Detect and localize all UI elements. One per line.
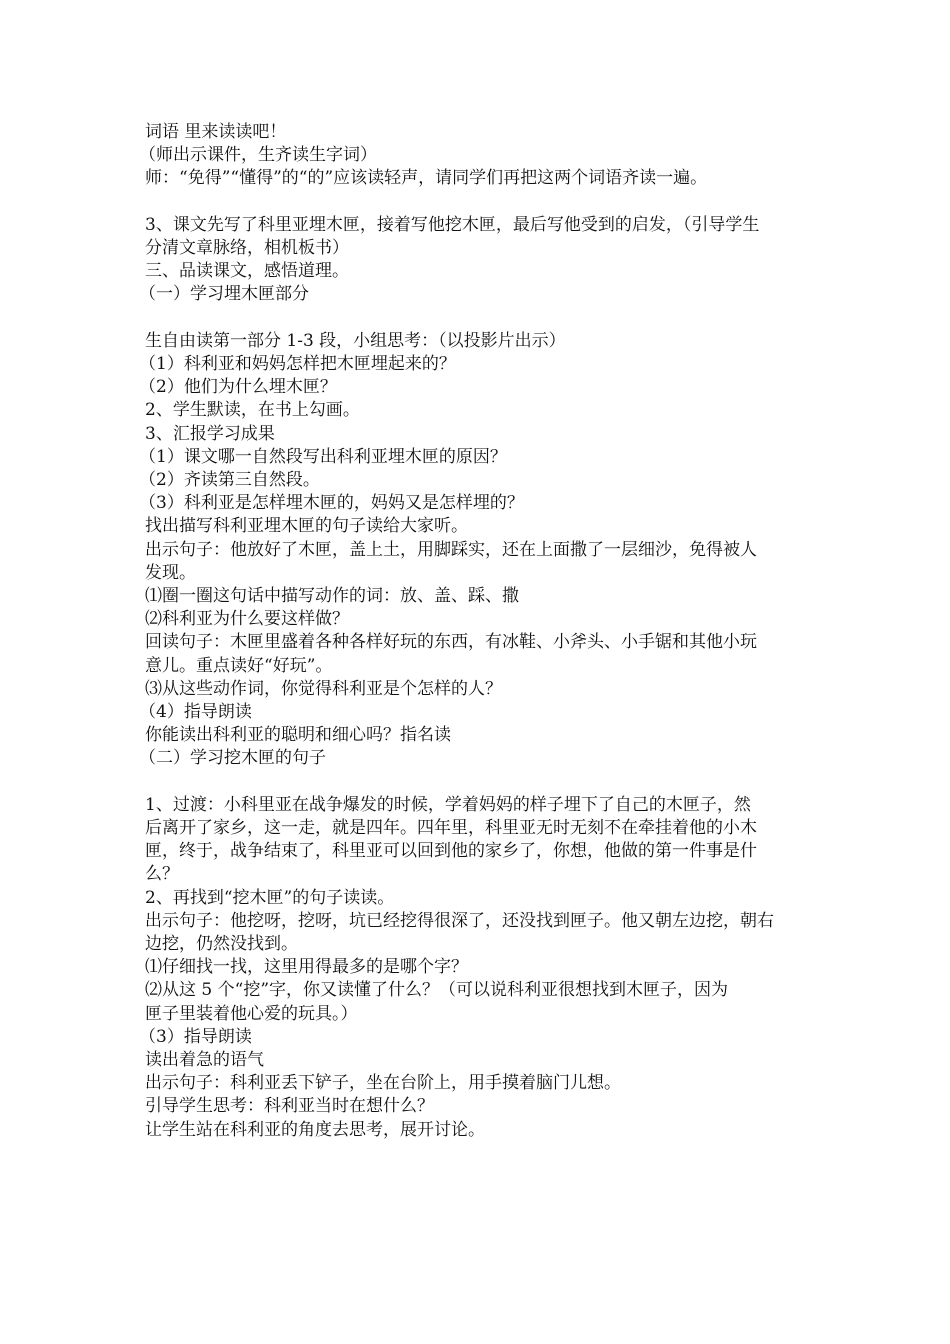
text-line: 分清文章脉络，相机板书） xyxy=(145,238,349,258)
text-line: 发现。 xyxy=(145,562,196,583)
blank-line xyxy=(145,771,815,794)
text-line: （3）指导朗读 xyxy=(139,1026,252,1047)
text-line: 师：“免得”“懂得”的“的”应该读轻声，请同学们再把这两个词语齐读一遍。 xyxy=(145,168,708,189)
text-line: 3、汇报学习成果 xyxy=(145,423,275,444)
text-line: 后离开了家乡，这一走，就是四年。四年里，科里亚无时无刻不在牵挂着他的小木 xyxy=(145,818,757,839)
text-line: ⑴圈一圈这句话中描写动作的词：放、盖、踩、撒 xyxy=(145,586,519,607)
text-line: ⑵科利亚为什么要这样做？ xyxy=(145,609,349,630)
text-line: 意儿。重点读好“好玩”。 xyxy=(145,655,333,676)
text-line: （3）科利亚是怎样埋木匣的，妈妈又是怎样埋的？ xyxy=(139,493,524,514)
text-line: 词语 里来读读吧！ xyxy=(145,122,287,142)
text-line: ⑶从这些动作词，你觉得科利亚是个怎样的人？ xyxy=(145,678,502,699)
text-line: 出示句子：科利亚丢下铲子，坐在台阶上，用手摸着脑门儿想。 xyxy=(145,1073,621,1094)
text-line: （二）学习挖木匣的句子 xyxy=(139,748,326,769)
text-line: 匣，终于，战争结束了，科里亚可以回到他的家乡了，你想，他做的第一件事是什 xyxy=(145,841,757,862)
text-line: 回读句子：木匣里盛着各种各样好玩的东西，有冰鞋、小斧头、小手锯和其他小玩 xyxy=(145,632,757,653)
text-line: （一）学习埋木匣部分 xyxy=(139,284,309,305)
text-line: 么？ xyxy=(145,864,179,885)
text-line: 出示句子：他放好了木匣，盖上土，用脚踩实，还在上面撒了一层细沙，免得被人 xyxy=(145,539,757,560)
text-line: 生自由读第一部分 1-3 段，小组思考：（以投影片出示） xyxy=(145,330,566,351)
text-line: （2）齐读第三自然段。 xyxy=(139,470,320,491)
text-line: 引导学生思考：科利亚当时在想什么？ xyxy=(145,1096,434,1117)
text-line: 匣子里装着他心爱的玩具。） xyxy=(145,1003,358,1024)
text-line: 1、过渡：小科里亚在战争爆发的时候，学着妈妈的样子埋下了自己的木匣子，然 xyxy=(145,794,751,815)
text-line: ⑴仔细找一找，这里用得最多的是哪个字？ xyxy=(145,957,468,978)
text-line: （师出示课件，生齐读生字词） xyxy=(139,145,377,166)
text-line: 2、学生默读，在书上勾画。 xyxy=(145,400,360,421)
document-page xyxy=(139,121,815,1142)
text-line: 3、课文先写了科里亚埋木匣，接着写他挖木匣，最后写他受到的启发，（引导学生 xyxy=(145,214,760,235)
text-line: 读出着急的语气 xyxy=(145,1050,264,1071)
text-line: 出示句子：他挖呀，挖呀，坑已经挖得很深了，还没找到匣子。他又朝左边挖，朝右 xyxy=(145,910,774,931)
text-line: （1）科利亚和妈妈怎样把木匣埋起来的？ xyxy=(139,354,456,374)
text-line: （2）他们为什么埋木匣？ xyxy=(139,377,337,398)
blank-line xyxy=(145,307,815,330)
blank-line xyxy=(145,191,815,214)
text-line: 找出描写科利亚埋木匣的句子读给大家听。 xyxy=(145,516,468,537)
text-line: （4）指导朗读 xyxy=(139,702,252,723)
text-line: 三、品读课文，感悟道理。 xyxy=(145,261,349,282)
text-line: 让学生站在科利亚的角度去思考，展开讨论。 xyxy=(145,1119,485,1140)
text-line: （1）课文哪一自然段写出科利亚埋木匣的原因？ xyxy=(139,446,507,467)
text-line: ⑵从这 5 个“挖”字，你又读懂了什么？（可以说科利亚很想找到木匣子，因为 xyxy=(145,980,729,1001)
text-line: 你能读出科利亚的聪明和细心吗？指名读 xyxy=(145,725,451,746)
text-line: 2、再找到“挖木匣”的句子读读。 xyxy=(145,887,395,908)
text-line: 边挖，仍然没找到。 xyxy=(145,934,298,955)
